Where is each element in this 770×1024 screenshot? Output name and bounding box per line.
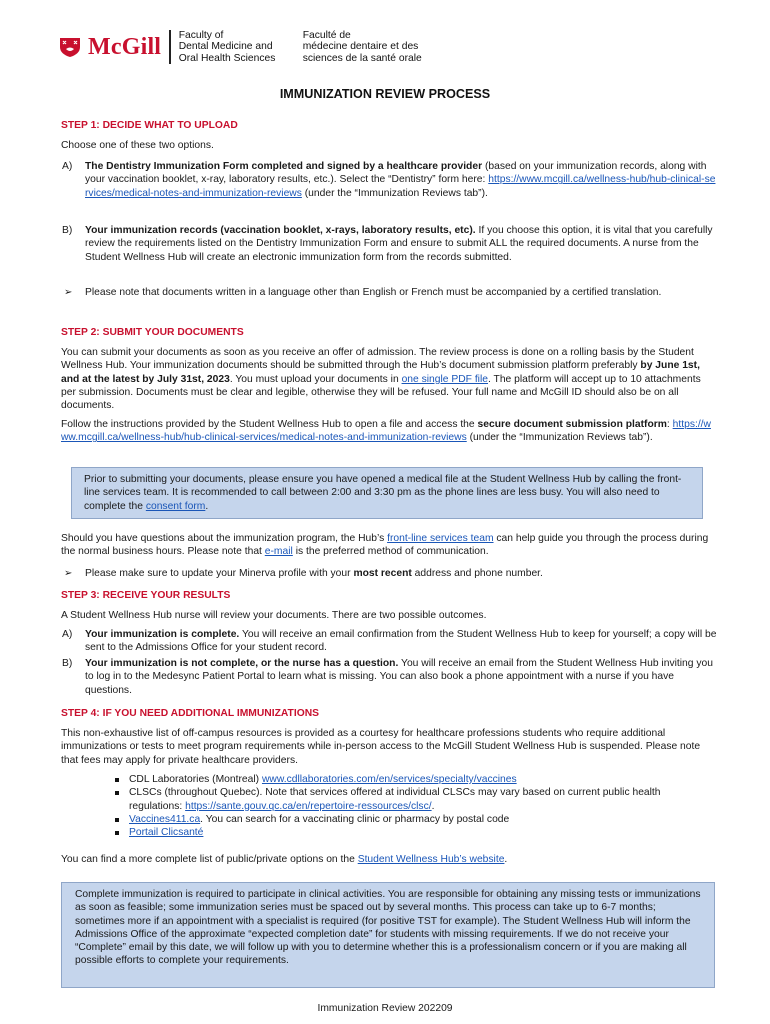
arrow-bullet-icon: ➢ bbox=[64, 568, 73, 579]
header-divider bbox=[169, 30, 171, 64]
step1-option-a: A) The Dentistry Immunization Form completed and signed by a healthcare provider (based on your immunization records, along with your vaccination booklet, x-ray, laboratory results, etc.). Select the “Dentistry” form here: https://www.mcgill.ca/wellness-hub/hub-clinical-services/medical-notes-and-immunization-reviews (under the “Immunization Reviews tab”). bbox=[62, 161, 716, 199]
step1-intro: Choose one of these two options. bbox=[61, 140, 214, 151]
step2-paragraph-3: Should you have questions about the immunization program, the Hub’s front-line services team can help guide you through the process during the normal business hours. Please note that e-mail is the preferred method of communication. bbox=[61, 533, 709, 558]
single-pdf-link[interactable]: one single PDF file bbox=[401, 373, 488, 385]
document-title: IMMUNIZATION REVIEW PROCESS bbox=[279, 87, 491, 101]
step2-heading: STEP 2: SUBMIT YOUR DOCUMENTS bbox=[61, 327, 244, 338]
step3-outcome-a: A) Your immunization is complete. You will receive an email confirmation from the Student Wellness Hub to keep for yourself; a copy will be sent to the Admissions Office for your student record. bbox=[62, 629, 717, 654]
submission-platform-link[interactable]: https://www.mcgill.ca/wellness-hub/hub-clinical-services/medical-notes-and-immunization-reviews bbox=[61, 419, 711, 444]
immunization-reviews-link[interactable]: https://www.mcgill.ca/wellness-hub/hub-clinical-services/medical-notes-and-immunization-reviews bbox=[85, 174, 716, 199]
page-footer: Immunization Review 202209 bbox=[317, 1003, 453, 1014]
email-link[interactable]: e-mail bbox=[264, 546, 293, 558]
consent-form-link[interactable]: consent form bbox=[145, 500, 206, 512]
list-item: CDL Laboratories (Montreal) www.cdllaboratories.com/en/services/specialty/vaccines bbox=[115, 773, 715, 786]
completion-requirement-notice: Complete immunization is required to participate in clinical activities. You are responsible for obtaining any missing tests or immunizations as soon as feasible; some immunization series must be spaced out by several months. This process can take up to 6-7 months; sometimes more if an appointment with a specialist is required (for positive TST for example). The Student Wellness Hub will inform the Admissions Office of the approximate “expected completion date” for students with missing requirements. If we do not receive your “Complete” email by this date, we will follow up with you to determine whether this is a professionalism concern or if you are making all possible efforts to complete your requirements. bbox=[61, 882, 715, 988]
step4-heading: STEP 4: IF YOU NEED ADDITIONAL IMMUNIZATIONS bbox=[61, 708, 320, 719]
step3-intro: A Student Wellness Hub nurse will review your documents. There are two possible outcomes. bbox=[61, 610, 487, 621]
more-options-line: You can find a more complete list of public/private options on the Student Wellness Hub’s website. bbox=[61, 854, 508, 865]
step3-heading: STEP 3: RECEIVE YOUR RESULTS bbox=[61, 590, 231, 601]
clsc-directory-link[interactable]: https://sante.gouv.qc.ca/en/repertoire-ressources/clsc/ bbox=[185, 800, 432, 812]
step3-outcome-b: B) Your immunization is not complete, or the nurse has a question. You will receive an email from the Student Wellness Hub inviting you to log in to the Medesync Patient Portal to learn what is missing. You can also book a phone appointment with a nurse if you have questions. bbox=[62, 658, 713, 696]
translation-note: Please note that documents written in a language other than English or French must be accompanied by a certified translation. bbox=[85, 287, 662, 298]
step4-intro: This non-exhaustive list of off-campus resources is provided as a courtesy for healthcare professions students who require additional immunizations or tests to meet program requirements while in-person access to the McGill Student Wellness Hub is suspended. Please note that fees may apply for private healthcare providers. bbox=[61, 728, 701, 766]
list-item: Vaccines411.ca. You can search for a vaccinating clinic or pharmacy by postal code bbox=[115, 813, 715, 826]
minerva-note: Please make sure to update your Minerva profile with your most recent address and phone number. bbox=[85, 568, 543, 579]
faculty-name-en: Faculty of Dental Medicine and Oral Health Sciences bbox=[178, 29, 276, 64]
arrow-bullet-icon: ➢ bbox=[64, 287, 73, 298]
resource-list bbox=[115, 773, 715, 839]
list-item: CLSCs (throughout Quebec). Note that services offered at individual CLSCs may vary based on current public health regulations: https://sante.gouv.qc.ca/en/repertoire-ressources/clsc/. bbox=[115, 786, 715, 813]
front-line-services-link[interactable]: front-line services team bbox=[387, 533, 494, 544]
wellness-hub-website-link[interactable]: Student Wellness Hub’s website bbox=[357, 854, 505, 865]
vaccines411-link[interactable]: Vaccines411.ca bbox=[129, 813, 201, 825]
step1-option-b: B) Your immunization records (vaccination booklet, x-rays, laboratory results, etc). If you choose this option, it is vital that you carefully review the requirements listed on the Dentistry Immunization Form and ensure to submit ALL the required documents. A nurse from the Student Wellness Hub will create an electronic immunization form from the records submitted. bbox=[62, 225, 713, 263]
list-item bbox=[115, 826, 715, 839]
portail-clicsante-link[interactable]: Portail Clicsanté bbox=[129, 827, 204, 839]
mcgill-crest-icon bbox=[58, 36, 82, 58]
mcgill-wordmark: McGill bbox=[88, 34, 162, 60]
letterhead bbox=[58, 27, 422, 67]
faculty-name-fr: Faculté de médecine dentaire et des sciences de la santé orale bbox=[302, 29, 422, 64]
step2-paragraph-2: Follow the instructions provided by the Student Wellness Hub to open a file and access the secure document submission platform: https://www.mcgill.ca/wellness-hub/hub-clinical-services/medical-notes-and-immunization-reviews (under the “Immunization Reviews tab”). bbox=[61, 419, 711, 444]
medical-file-notice: Prior to submitting your documents, please ensure you have opened a medical file at the Student Wellness Hub by calling the front-line services team. It is recommended to call between 2:00 and 3:30 pm as the phone lines are less busy. You will also need to complete the consent form. bbox=[71, 467, 703, 519]
step2-paragraph-1: You can submit your documents as soon as you receive an offer of admission. The review process is done on a rolling basis by the Student Wellness Hub. Your immunization documents should be submitted through the Hub’s document submission platform preferably by June 1st, and at the latest by July 31st, 2023. You must upload your documents in one single PDF file. The platform will accept up to 10 attachments per submission. Documents must be clear and legible, otherwise they will be refused. Your full name and McGill ID should also be on all documents. bbox=[61, 347, 701, 412]
step1-heading: STEP 1: DECIDE WHAT TO UPLOAD bbox=[61, 120, 238, 131]
cdl-laboratories-link[interactable]: www.cdllaboratories.com/en/services/specialty/vaccines bbox=[261, 774, 517, 785]
